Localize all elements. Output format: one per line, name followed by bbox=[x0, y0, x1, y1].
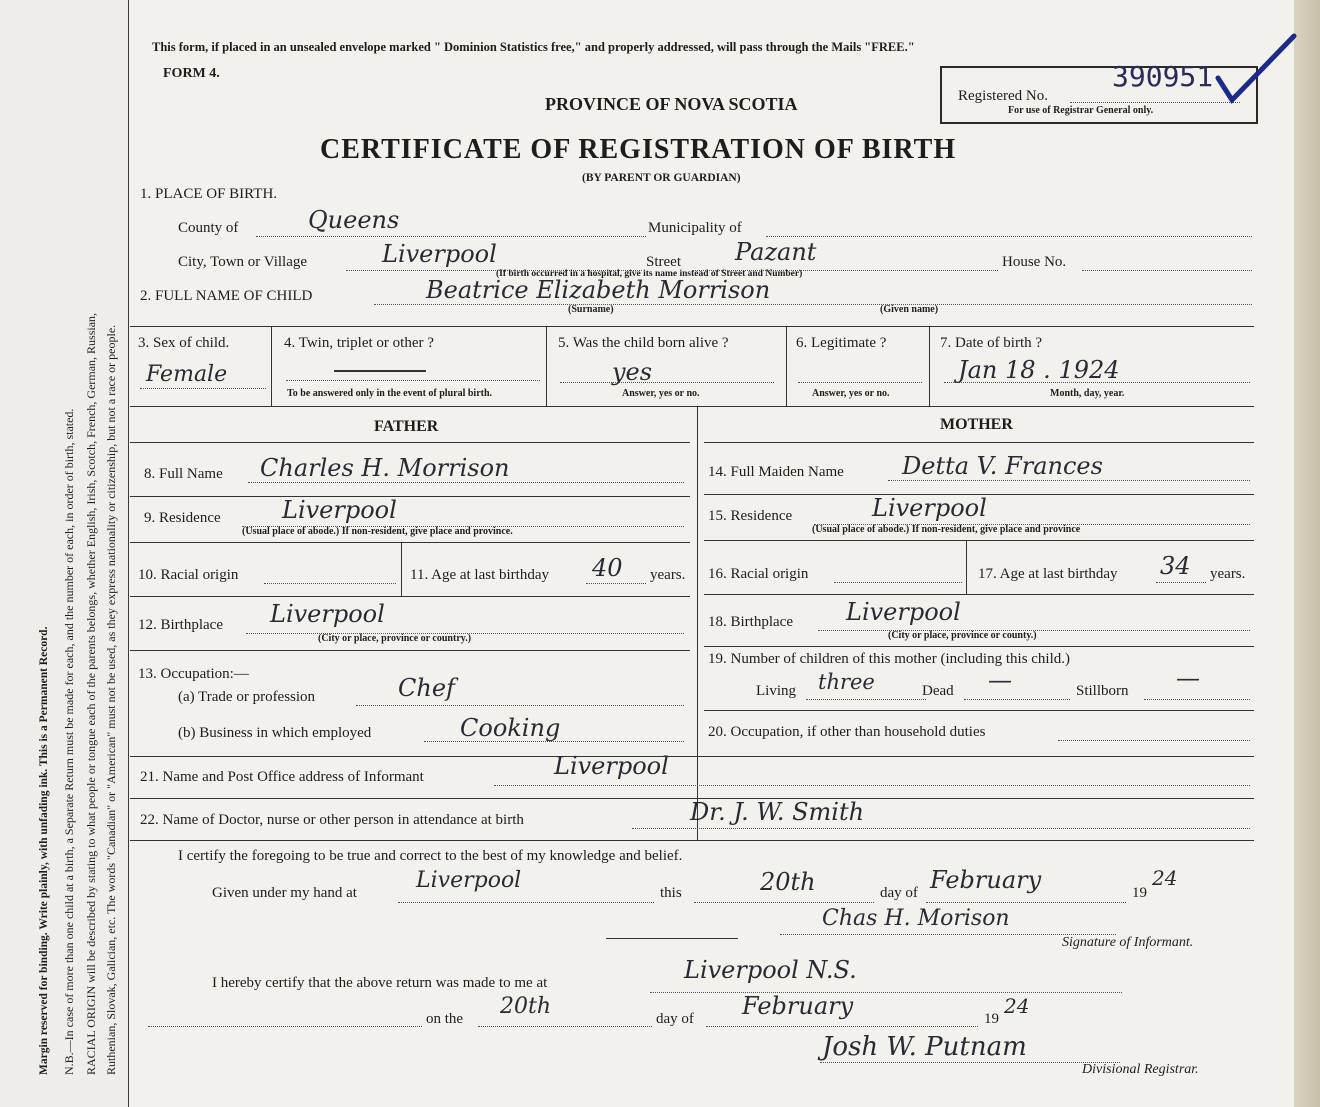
father-residence-note: (Usual place of abode.) If non-resident, give place and province. bbox=[242, 526, 513, 537]
father-trade-value: Chef bbox=[398, 674, 455, 702]
binding-note: Margin reserved for binding. Write plainly, with unfading ink. This is a Permanent Record. bbox=[38, 626, 50, 1075]
registered-number: 390951 bbox=[1112, 60, 1214, 93]
check-mark-icon bbox=[1214, 30, 1298, 106]
certify-statement: I certify the foregoing to be true and correct to the best of my knowledge and belief. bbox=[178, 848, 683, 864]
father-name-label: 8. Full Name bbox=[144, 466, 223, 482]
doctor-label: 22. Name of Doctor, nurse or other person in attendance at birth bbox=[140, 812, 524, 828]
alive-value: yes bbox=[612, 358, 653, 386]
nb-note: N.B.—In case of more than one child at a birth, a Separate Return must be made for each, and the number of each, in order of birth, stated. bbox=[62, 408, 76, 1075]
mother-residence-label: 15. Residence bbox=[708, 508, 793, 524]
dob-value: Jan 18 . 1924 bbox=[958, 356, 1120, 384]
mother-heading: MOTHER bbox=[940, 416, 1013, 433]
mother-birthplace-label: 18. Birthplace bbox=[708, 614, 793, 630]
living-label: Living bbox=[756, 683, 796, 699]
given-month: February bbox=[930, 866, 1042, 894]
mother-birthplace-note: (City or place, province or county.) bbox=[888, 630, 1037, 641]
father-trade-label: (a) Trade or profession bbox=[178, 689, 316, 705]
house-label: House No. bbox=[1002, 254, 1067, 270]
father-business-value: Cooking bbox=[460, 714, 561, 742]
county-label: County of bbox=[178, 220, 239, 236]
mail-notice: This form, if placed in an unsealed envelope marked " Dominion Statistics free," and properly addressed, will pass through the Mails "FREE." bbox=[152, 40, 915, 54]
municipality-label: Municipality of bbox=[648, 220, 742, 236]
dob-note: Month, day, year. bbox=[1050, 388, 1125, 399]
page-title: CERTIFICATE OF REGISTRATION OF BIRTH bbox=[320, 134, 957, 165]
page-subtitle: (BY PARENT OR GUARDIAN) bbox=[582, 172, 741, 184]
doctor-value: Dr. J. W. Smith bbox=[690, 798, 865, 826]
county-value: Queens bbox=[308, 206, 400, 234]
registrar-month: February bbox=[742, 992, 854, 1020]
mother-years: years. bbox=[1210, 566, 1246, 582]
registrar-year-prefix: 19 bbox=[984, 1011, 999, 1027]
mother-occupation-label: 20. Occupation, if other than household duties bbox=[708, 724, 986, 740]
twin-note: To be answered only in the event of plural birth. bbox=[287, 388, 493, 399]
father-birthplace-value: Liverpool bbox=[270, 600, 385, 628]
on-the-label: on the bbox=[426, 1011, 464, 1027]
city-label: City, Town or Village bbox=[178, 254, 308, 270]
father-age-value: 40 bbox=[592, 554, 623, 582]
father-birthplace-note: (City or place, province or country.) bbox=[318, 633, 472, 644]
registrar-signature-label: Divisional Registrar. bbox=[1082, 1062, 1199, 1077]
mother-name-value: Detta V. Frances bbox=[902, 452, 1103, 480]
father-business-label: (b) Business in which employed bbox=[178, 725, 372, 741]
mother-residence-value: Liverpool bbox=[872, 494, 987, 522]
province-heading: PROVINCE OF NOVA SCOTIA bbox=[545, 94, 798, 114]
living-value: three bbox=[818, 670, 875, 694]
father-name-value: Charles H. Morrison bbox=[260, 454, 510, 482]
mother-name-label: 14. Full Maiden Name bbox=[708, 464, 844, 480]
binding-margin bbox=[0, 0, 129, 1107]
dead-label: Dead bbox=[922, 683, 954, 699]
mother-age-value: 34 bbox=[1160, 552, 1191, 580]
registered-label: Registered No. bbox=[958, 88, 1048, 104]
registrar-statement: I hereby certify that the above return was made to me at bbox=[212, 975, 548, 991]
form-number: FORM 4. bbox=[163, 66, 220, 81]
this-label: this bbox=[660, 885, 682, 901]
child-name-label: 2. FULL NAME OF CHILD bbox=[140, 288, 313, 304]
father-heading: FATHER bbox=[374, 418, 439, 435]
informant-value: Liverpool bbox=[554, 752, 669, 780]
street-label: Street bbox=[646, 254, 681, 270]
sex-label: 3. Sex of child. bbox=[138, 335, 230, 351]
registrar-signature: Josh W. Putnam bbox=[822, 1032, 1027, 1062]
given-year-prefix: 19 bbox=[1132, 885, 1147, 901]
surname-note: (Surname) bbox=[568, 304, 614, 315]
dob-label: 7. Date of birth ? bbox=[940, 335, 1043, 351]
father-racial-label: 10. Racial origin bbox=[138, 567, 239, 583]
street-value: Pazant bbox=[735, 238, 817, 266]
informant-signature-label: Signature of Informant. bbox=[1062, 935, 1194, 950]
mother-racial-label: 16. Racial origin bbox=[708, 566, 809, 582]
father-age-label: 11. Age at last birthday bbox=[410, 567, 549, 583]
twin-label: 4. Twin, triplet or other ? bbox=[284, 335, 434, 351]
day-of-label: day of bbox=[880, 885, 918, 901]
city-value: Liverpool bbox=[382, 240, 497, 268]
mother-children-label: 19. Number of children of this mother (including this child.) bbox=[708, 651, 1071, 667]
alive-note: Answer, yes or no. bbox=[622, 388, 700, 399]
given-label: Given under my hand at bbox=[212, 885, 357, 901]
registrar-day-of-label: day of bbox=[656, 1011, 694, 1027]
legitimate-label: 6. Legitimate ? bbox=[796, 335, 887, 351]
place-heading: 1. PLACE OF BIRTH. bbox=[140, 186, 278, 202]
given-place: Liverpool bbox=[416, 868, 522, 893]
father-birthplace-label: 12. Birthplace bbox=[138, 617, 223, 633]
given-name-note: (Given name) bbox=[880, 304, 939, 315]
mother-age-label: 17. Age at last birthday bbox=[978, 566, 1118, 582]
given-year: 24 bbox=[1152, 866, 1178, 890]
informant-signature: Chas H. Morison bbox=[822, 906, 1010, 931]
alive-label: 5. Was the child born alive ? bbox=[558, 335, 729, 351]
father-residence-label: 9. Residence bbox=[144, 510, 221, 526]
registrar-place: Liverpool N.S. bbox=[684, 956, 857, 984]
registrar-year: 24 bbox=[1004, 994, 1030, 1018]
sex-value: Female bbox=[146, 362, 228, 387]
registrar-note: For use of Registrar General only. bbox=[1008, 105, 1154, 116]
legitimate-note: Answer, yes or no. bbox=[812, 388, 890, 399]
informant-label: 21. Name and Post Office address of Informant bbox=[140, 769, 424, 785]
dead-value: — bbox=[988, 666, 1012, 694]
racial-note-2: Ruthenian, Slovak, Galician, etc. The words "Canadian" or "American" must not be used, as they express nationality or citizenship, but not a race or people. bbox=[104, 324, 118, 1075]
mother-residence-note: (Usual place of abode.) If non-resident, give place and province bbox=[812, 524, 1081, 535]
stillborn-value: — bbox=[1176, 664, 1200, 692]
father-residence-value: Liverpool bbox=[282, 496, 397, 524]
stillborn-label: Stillborn bbox=[1076, 683, 1129, 699]
mother-birthplace-value: Liverpool bbox=[846, 598, 961, 626]
father-years: years. bbox=[650, 567, 686, 583]
father-occupation-label: 13. Occupation:— bbox=[138, 666, 249, 682]
hospital-note: (If birth occurred in a hospital, give its name instead of Street and Number) bbox=[496, 269, 803, 279]
registrar-day: 20th bbox=[500, 994, 552, 1019]
racial-note-1: RACIAL ORIGIN will be described by stating to what people or tongue each of the parents belongs, whether English, Irish, Scotch, French, German, Russian, bbox=[84, 312, 98, 1075]
page-edge bbox=[1294, 0, 1320, 1107]
child-name-value: Beatrice Elizabeth Morrison bbox=[426, 276, 771, 304]
given-day: 20th bbox=[760, 868, 816, 896]
